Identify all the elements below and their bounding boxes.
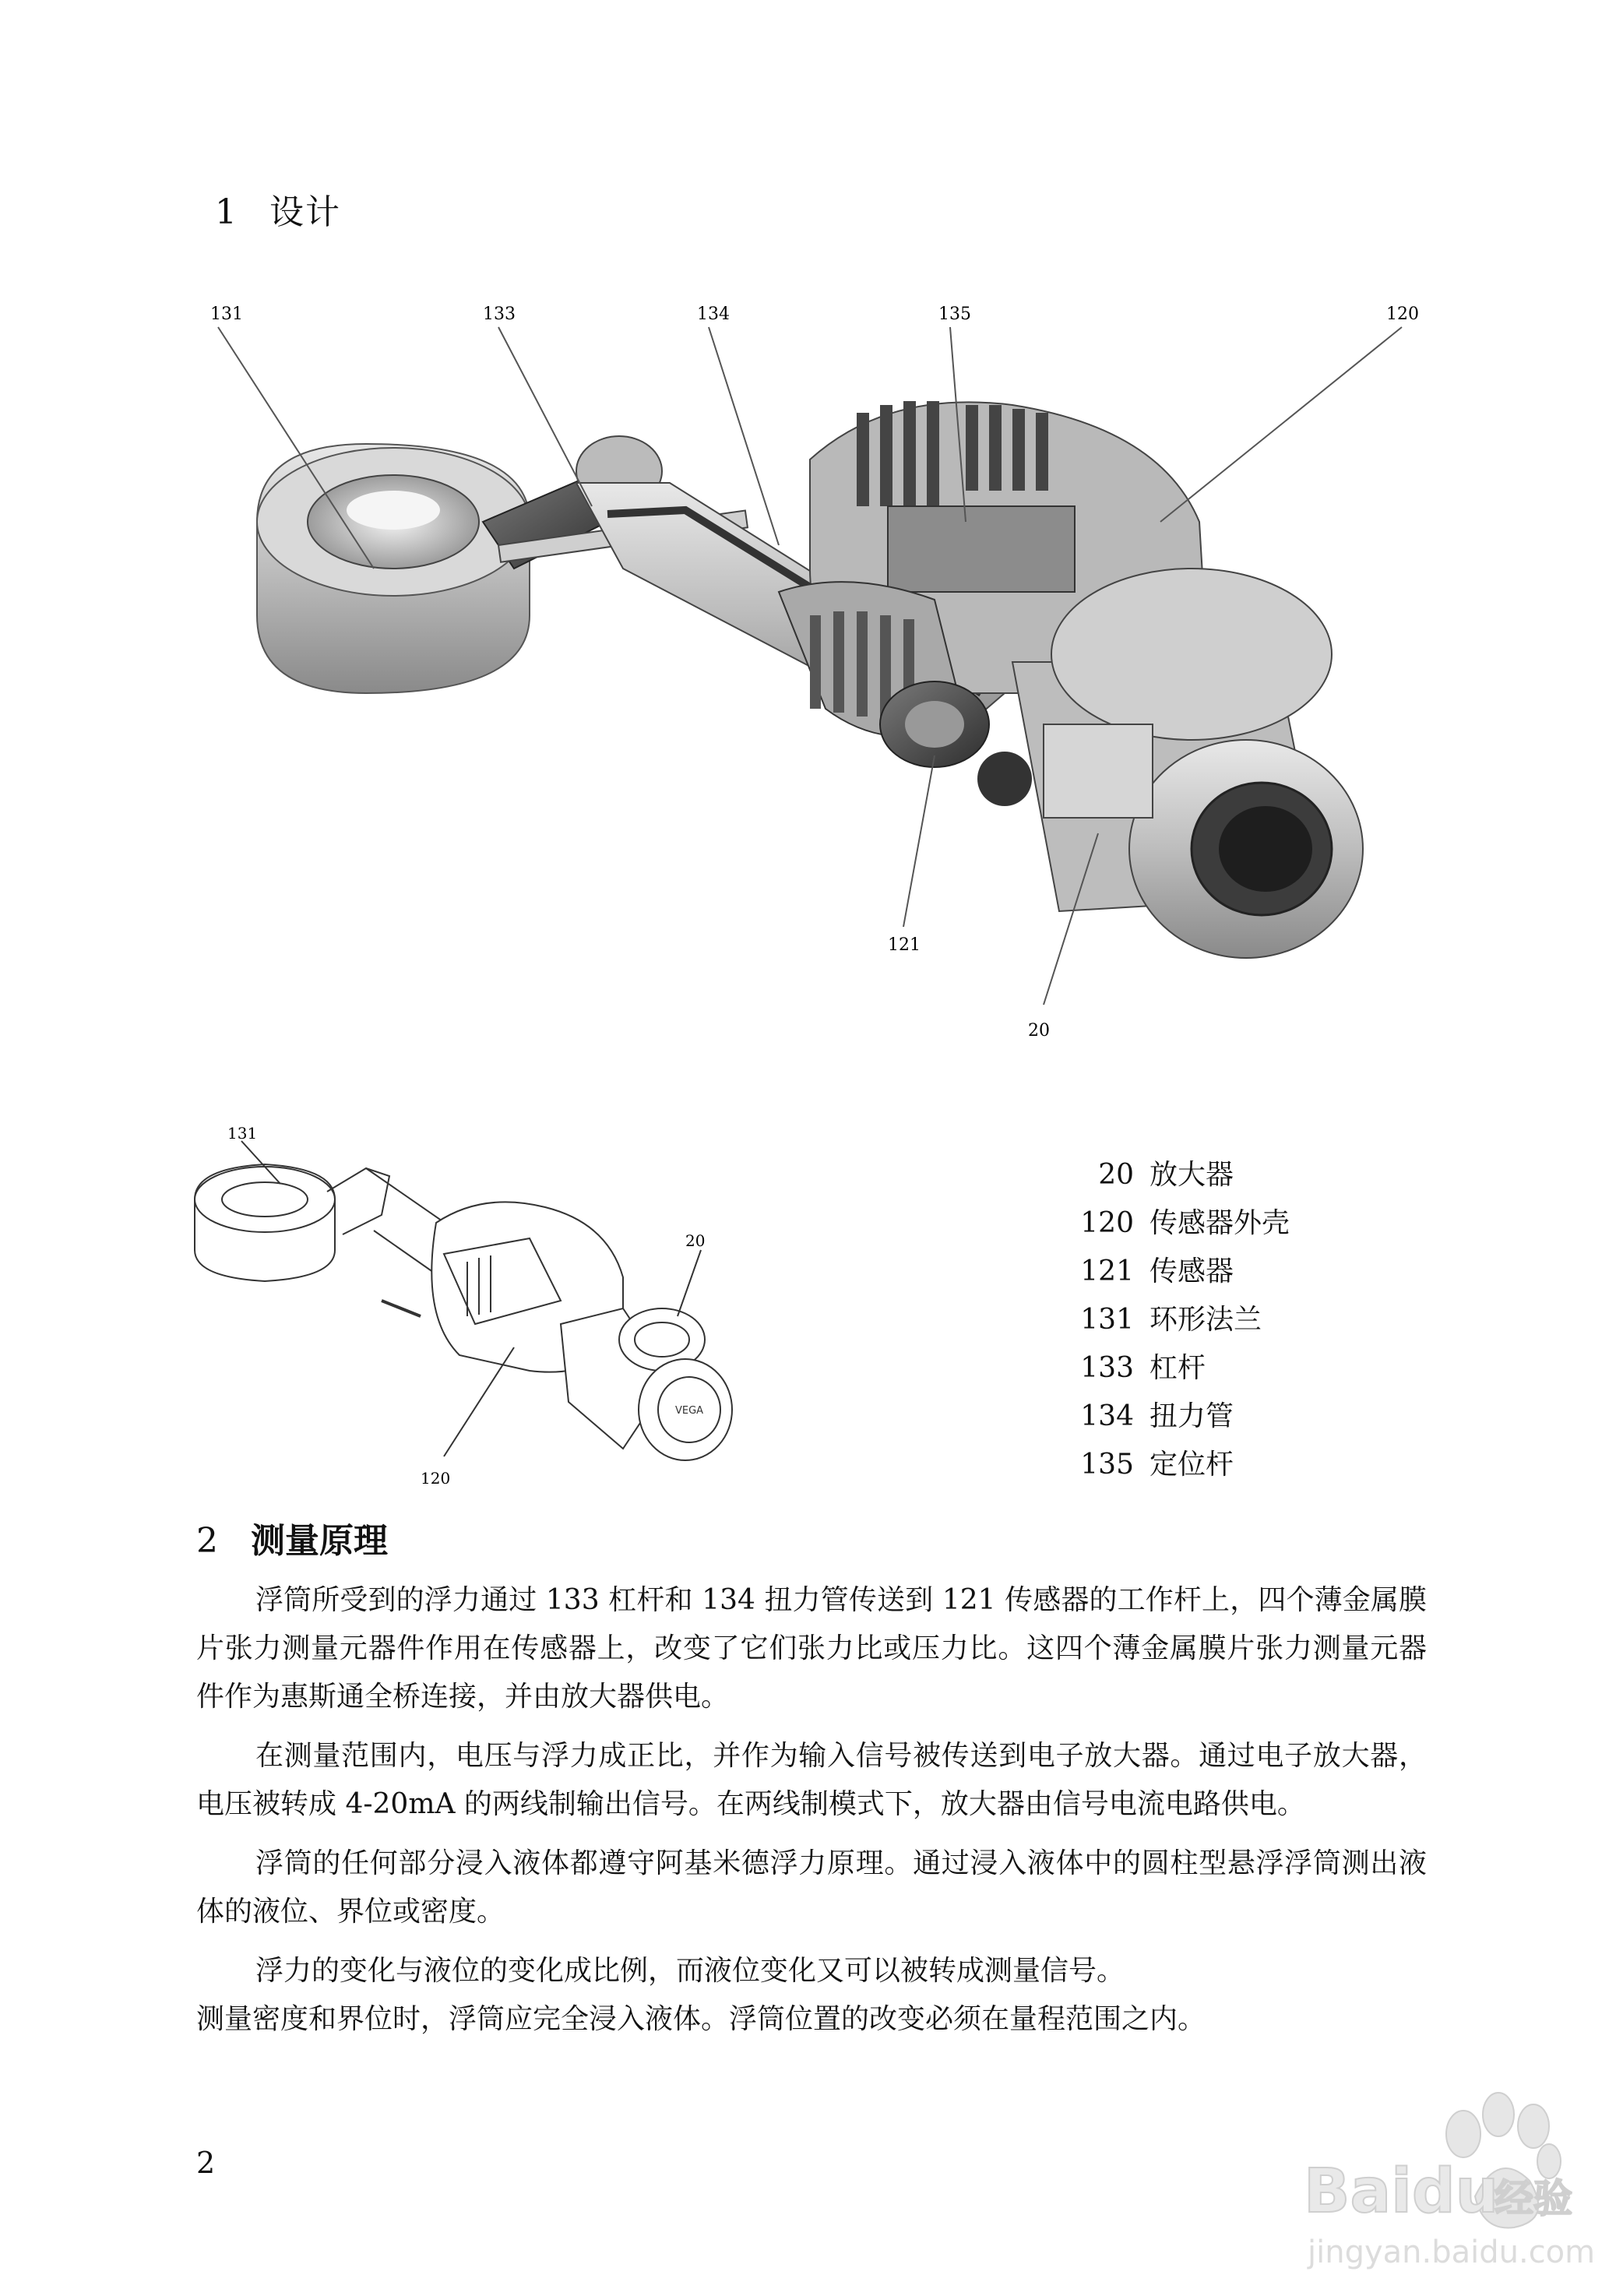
sketch-callout-131: 131 xyxy=(227,1124,258,1143)
callout-120: 120 xyxy=(1386,305,1419,324)
legend-row: 20 放大器 xyxy=(1098,1159,1234,1191)
paragraph: 浮力的变化与液位的变化成比例，而液位变化又可以被转成测量信号。 xyxy=(255,1955,1125,1987)
section-1-heading xyxy=(215,184,341,234)
vega-badge: VEGA xyxy=(675,1405,704,1417)
line-sketch xyxy=(187,1122,779,1511)
legend-row: 121 传感器 xyxy=(1080,1255,1234,1287)
cutaway-photo xyxy=(187,288,1449,1067)
callout-133: 133 xyxy=(483,305,516,324)
watermark-brand: Baidu xyxy=(1304,2157,1499,2227)
section-2-number: 2 xyxy=(196,1521,218,1561)
section-1-number: 1 xyxy=(215,192,238,232)
callout-134: 134 xyxy=(697,305,730,324)
section-2-heading xyxy=(196,1512,388,1562)
legend-row: 134 扭力管 xyxy=(1080,1400,1234,1432)
body-text xyxy=(196,1576,1427,2055)
sketch-callout-120: 120 xyxy=(421,1469,451,1488)
paragraph: 在测量范围内，电压与浮力成正比，并作为输入信号被传送到电子放大器。通过电子放大器，电压被转成 4-20mA 的两线制输出信号。在两线制模式下，放大器由信号电流电路供电。 xyxy=(196,1740,1427,1820)
section-2-title: 测量原理 xyxy=(251,1521,388,1561)
callout-20: 20 xyxy=(1028,1021,1050,1041)
paragraph: 浮筒的任何部分浸入液体都遵守阿基米德浮力原理。通过浸入液体中的圆柱型悬浮浮筒测出液体的液位、界位或密度。 xyxy=(196,1847,1427,1928)
paragraph-last-line: 测量密度和界位时，浮筒应完全浸入液体。浮筒位置的改变必须在量程范围之内。 xyxy=(196,2003,1206,2035)
legend-row: 133 杠杆 xyxy=(1080,1352,1206,1384)
legend-row: 131 环形法兰 xyxy=(1080,1304,1262,1336)
section-1-title: 设计 xyxy=(269,192,341,232)
legend-row: 120 传感器外壳 xyxy=(1080,1207,1290,1239)
ring-flange-131 xyxy=(257,444,530,693)
watermark-url: jingyan.baidu.com xyxy=(1308,2234,1596,2270)
callout-135: 135 xyxy=(938,305,971,324)
callout-131: 131 xyxy=(210,305,243,324)
page-number: 2 xyxy=(196,2146,216,2180)
legend-row: 135 定位杆 xyxy=(1080,1449,1234,1481)
paw-icon xyxy=(1304,2079,1596,2274)
callout-121: 121 xyxy=(888,935,921,955)
paragraph: 浮筒所受到的浮力通过 133 杠杆和 134 扭力管传送到 121 传感器的工作杆上，四个薄金属膜片张力测量元器件作用在传感器上，改变了它们张力比或压力比。这四个薄金属膜片张力测量元器件作为惠斯通全桥连接，并由放大器供电。 xyxy=(196,1584,1427,1713)
sketch-callout-20: 20 xyxy=(685,1231,706,1250)
parts-legend xyxy=(1059,1151,1290,1489)
sensor-121 xyxy=(880,681,989,767)
baidu-watermark xyxy=(1304,2079,1596,2274)
watermark-suffix: 经验 xyxy=(1494,2176,1572,2221)
